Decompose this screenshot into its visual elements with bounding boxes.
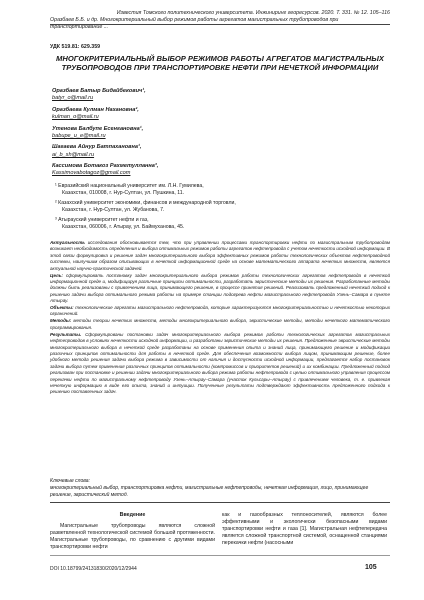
affiliation-address: Казахстан, 060006, г. Атырау, ул. Баймуханова, 45. [62,224,185,230]
doi-link[interactable]: DOI 10.18799/24131830/2020/12/2944 [50,566,137,572]
abstract-label: Результаты. [50,331,82,337]
abstract [50,240,390,396]
abstract-text: исследования обосновывается тем, что при управлении процессами транспортировки нефти по магистральным трубопроводам возникает необходимость определения и выбора оптимальных режимов работы агрегатов нефтепровода с учетом нечеткости исходной информации. В этой связи формулировка и решение задач многокритериального выбора эффективных режимов работы технологических объектов нефтепроводной системы, наилучшим образом описывающих в нечеткой информационной среде на основе математического аппарата нечетких множеств, является актуальной научно-практической задачей. [50,240,390,271]
keywords-text: многокритериальный выбор, транспортировка нефти, магистральные нефтепроводы, нечеткая информация, лицо, принимающее решение, эвристический метод. [50,484,369,498]
abstract-label: Методы: [50,318,72,324]
page-number: 105 [365,564,377,571]
abstract-methods [50,318,390,331]
abstract-label: Объекты: [50,305,74,311]
udc-code: УДК 519.81: 629.359 [50,44,101,50]
author-email[interactable]: kulman_o@mail.ru [52,114,99,120]
keywords-divider [50,502,390,503]
author-name: Оразбаева Кулман Нахановна², [52,106,139,113]
author-entry [52,88,252,102]
affiliation-address: Казахстан, г. Нур-Султан, ул. Жубанова, 7. [62,207,165,213]
author-entry [52,107,252,121]
author-email[interactable]: Kassimovabotagoz@gmail.com [52,170,131,177]
author-email[interactable]: batyr_o@mail.ru [52,95,94,102]
footer-divider [50,555,390,556]
author-name: Утенова Балбупе Есенгановна¹, [52,125,144,132]
keywords-label: Ключевые слова: [50,478,90,484]
affiliation-entry [52,183,332,197]
affiliation-entry [52,217,332,231]
paper-title: МНОГОКРИТЕРИАЛЬНЫЙ ВЫБОР РЕЖИМОВ РАБОТЫ АГРЕГАТОВ МАГИСТРАЛЬНЫХ ТРУБОПРОВОДОВ ПРИ ТРАНСПОРТИРОВКЕ НЕФТИ ПРИ НЕЧЕТКОЙ ИНФОРМАЦИИ [56,54,384,72]
author-name: Оразбаев Батыр Бидайбекович¹, [52,88,146,94]
author-email[interactable]: babupe_u_e@mail.ru [52,132,106,139]
intro-column-right [222,512,387,547]
abstract-label: Актуальность [50,240,85,245]
intro-heading: Введение [119,512,146,518]
author-name: Кассимова Ботакоз Рахметулланна³, [52,163,159,170]
affiliation-entry [52,200,332,214]
abstract-text: сформулировать постановку задач многокритериального выбора режимов работы технологических агрегатов нефтепровода в нечеткой информационной среде и, модифицируя различные принципы оптимальности, разработать эвристические методы их решения. Разработанные методы должны быть реализованы с привлечением лица, принимающего решение, в процессе принятия решений. Реализовать предложенный нечеткий подход к решению задачи выбора оптимального режима работы на примере станции подогрева нефти магистрального нефтепровода Узень–Самара в пункте Атырау. [50,272,390,304]
abstract-objects [50,305,390,318]
author-name: Шагаева Айнур Батпахановна¹, [52,144,142,151]
affiliation-address: Казахстан, 010008, г. Нур-Султан, ул. Пушкина, 11. [62,190,185,196]
affiliation-name: ² Казахский университет экономики, финансов и международной торговли, [55,200,236,206]
intro-paragraph-continued: как и газообразных теплоносителей, являются более эффективными и экологически безопасными видами транспортировки нефти и газа [1]. Магистральная нефтепередача является сложной транспортной системой, оснащенной станциями перекачки нефти (насосными [222,512,387,546]
abstract-label: Цель: [50,272,63,278]
intro-column-left [50,512,215,551]
running-header [50,10,390,31]
abstract-text: Сформулированы постановки задач многокритериального выбора режимов работы технологических агрегатов магистральных нефтепроводов в условиях нечеткости исходной информации, и разработаны эвристические методы их решения. Предложенные эвристические методы многокритериального выбора в нечеткой среде разработаны на основе применения опыта и знаний лица, принимающего решение и модификации различных принципов оптимальности для работы в нечеткой среде. Для обеспечения возможности выбора лицом, принимающим решение, более удобного метода решения задачи выбора режима в зависимости от наличия и доступности исходной информации, предлагается набор постановок задачи выбора путем применения различных принципов оптимальности (компромиссов и приоритетов решений) и их комбинации. Предложенный подход реализован при постановке и решении задачи многокритериального выбора режима работы нефтепровода с целью оптимального управления процессом перекачки нефти по магистральному нефтепроводу Узень–Атырау–Самара (участок Кульсары–Атырау) с привлечением человека, т. е. привлекая нечеткую информацию в виде его опыта, знаний и интуиции. Полученные результаты подтверждают эффективность предложенного подхода к решению поставленных задач. [50,331,390,395]
citation-line: Оразбаев Б.Б. и др. Многокритериальный выбор режимов работы агрегатов магистральных трубопроводов при транспортирование ... [50,17,339,30]
abstract-results [50,332,390,396]
author-list [52,88,252,182]
abstract-text: методы теории нечетких множеств, методы многокритериального выбора, эвристические методы, методы нечеткого математического программирования. [50,318,390,330]
author-entry [52,144,252,158]
keywords [50,478,390,498]
journal-line: Известия Томского политехнического университета. Инжиниринг георесурсов. 2020. Т. 331. № 12. 105–116 [116,10,390,16]
abstract-aim [50,273,390,305]
author-entry [52,126,252,140]
abstract-text: технологические агрегаты магистрального нефтепровода, которые характеризуются многокритериальностью и нечеткостью некоторых ограничений. [50,305,390,317]
abstract-relevance [50,240,390,272]
affiliation-name: ³ Атырауский университет нефти и газ, [55,217,149,223]
author-email[interactable]: ai_b_sh@mail.ru [52,151,95,158]
intro-paragraph: Магистральные трубопроводы являются сложной разветвленной технологической системой большой протяженности. Магистральные трубопроводы, по сравнению с другими видами транспортировки нефти [50,522,215,550]
header-divider [50,24,390,25]
author-entry [52,163,252,177]
affiliation-list [52,183,332,234]
affiliation-name: ¹ Евразийский национальный университет им. Л.Н. Гумилева, [55,183,204,189]
